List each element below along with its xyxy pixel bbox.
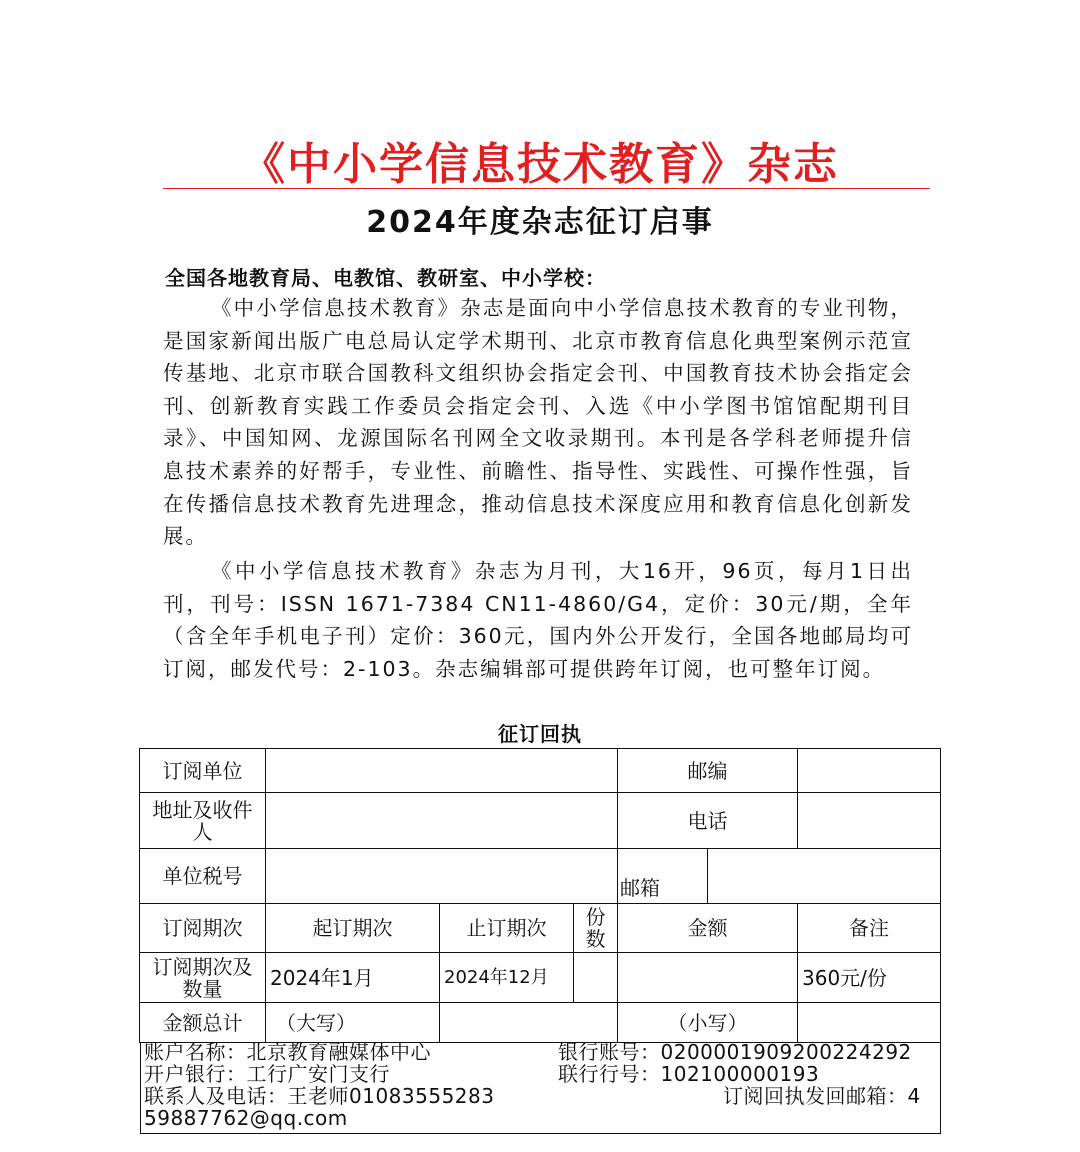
- phone-field[interactable]: [797, 792, 941, 849]
- total-uppercase-field[interactable]: （大写）: [265, 1002, 440, 1043]
- subscription-receipt-form: [140, 749, 941, 1134]
- subscriber-unit-field[interactable]: [265, 748, 618, 793]
- price-per-copy[interactable]: 360元/份: [797, 952, 941, 1003]
- bank-code: 联行行号：102100000193: [558, 1062, 820, 1086]
- total-uppercase-extra[interactable]: [439, 1002, 618, 1043]
- postcode-field[interactable]: [797, 748, 941, 793]
- intro-paragraph: 《中小学信息技术教育》杂志是面向中小学信息技术教育的专业刊物，是国家新闻出版广电总局认定学术期刊、北京市教育信息化典型案例示范宣传基地、北京市联合国教科文组织协会指定会刊、中国教育技术协会指定会刊、创新教育实践工作委员会指定会刊、入选《中小学图书馆馆配期刊目录》、中国知网、龙源国际名刊网全文收录期刊。本刊是各学科老师提升信息技术素养的好帮手，专业性、前瞻性、指导性、实践性、可操作性强，旨在传播信息技术教育先进理念，推动信息技术深度应用和教育信息化创新发展。: [163, 296, 913, 549]
- total-lowercase-extra[interactable]: [797, 1002, 941, 1043]
- label-postcode: 邮编: [617, 748, 798, 793]
- label-end-issue: 止订期次: [439, 903, 574, 953]
- receipt-email-label: 订阅回执发回邮箱：4: [723, 1084, 921, 1108]
- label-phone: 电话: [617, 792, 798, 849]
- label-remarks: 备注: [797, 903, 941, 953]
- bank-name: 开户银行：工行广安门支行: [144, 1062, 390, 1086]
- label-tax-id: 单位税号: [139, 848, 266, 904]
- start-issue-value[interactable]: 2024年1月: [265, 952, 440, 1003]
- label-copies: 份数: [573, 903, 618, 953]
- address-recipient-field[interactable]: [265, 792, 618, 849]
- account-name: 账户名称：北京教育融媒体中心: [144, 1040, 431, 1064]
- notice-title: 2024年度杂志征订启事: [366, 205, 714, 240]
- amount-field[interactable]: [617, 952, 798, 1003]
- label-amount: 金额: [617, 903, 798, 953]
- label-period-qty: 订阅期次及数量: [139, 952, 266, 1003]
- label-subscriber-unit: 订阅单位: [139, 748, 266, 793]
- magazine-title: 《中小学信息技术教育》杂志: [241, 139, 839, 190]
- account-info: [140, 1040, 941, 1134]
- account-number: 银行账号：0200001909200224292: [558, 1040, 912, 1064]
- total-lowercase-field[interactable]: （小写）: [617, 1002, 798, 1043]
- contact-person: 联系人及电话：王老师01083555283: [144, 1084, 495, 1108]
- label-period: 订阅期次: [139, 903, 266, 953]
- label-address-recipient: 地址及收件人: [139, 792, 266, 849]
- salutation: 全国各地教育局、电教馆、教研室、中小学校：: [165, 266, 606, 290]
- receipt-title: 征订回执: [498, 722, 582, 746]
- title-divider: [163, 188, 930, 189]
- copies-field[interactable]: [573, 952, 618, 1003]
- pricing-paragraph: 《中小学信息技术教育》杂志为月刊，大16开，96页，每月1日出刊，刊号：ISSN 1671-7384 CN11-4860/G4，定价：30元/期，全年（含全年手机电子刊）定价：360元，国内外公开发行，全国各地邮局均可订阅，邮发代号：2-103。杂志编辑部可提供跨年订阅，也可整年订阅。: [163, 559, 913, 681]
- label-total: 金额总计: [139, 1002, 266, 1043]
- end-issue-value[interactable]: 2024年12月: [439, 952, 574, 1003]
- label-start-issue: 起订期次: [265, 903, 440, 953]
- receipt-email[interactable]: 59887762@qq.com: [144, 1106, 348, 1130]
- tax-id-field[interactable]: [265, 848, 618, 904]
- label-email: 邮箱: [617, 848, 708, 904]
- email-field[interactable]: [707, 848, 941, 904]
